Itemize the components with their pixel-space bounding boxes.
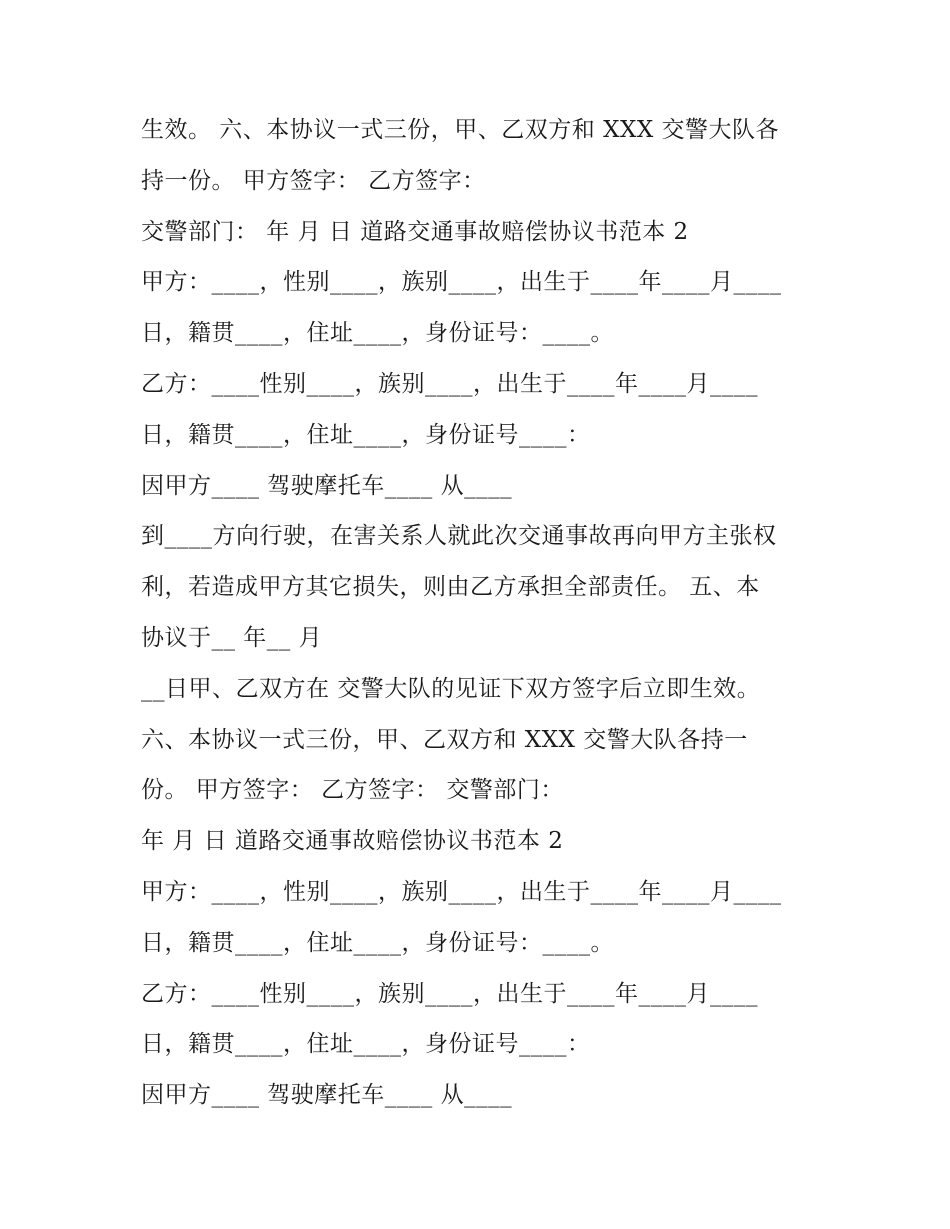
text-line: 日，籍贯____，住址____，身份证号____：	[141, 421, 591, 448]
text-line: 日，籍贯____，住址____，身份证号____：	[141, 1031, 591, 1058]
text-line: 乙方：____性别____，族别____，出生于____年____月____	[141, 980, 758, 1007]
text-line: __日甲、乙双方在 交警大队的见证下双方签字后立即生效。	[141, 675, 761, 702]
text-line: 利，若造成甲方其它损失，则由乙方承担全部责任。 五、本	[141, 574, 760, 601]
text-line: 持一份。 甲方签字： 乙方签字：	[141, 167, 486, 194]
text-line: 到____方向行驶，在害关系人就此次交通事故再向甲方主张权	[141, 523, 777, 550]
text-line: 甲方：____，性别____，族别____，出生于____年____月____	[141, 269, 782, 296]
text-line: 日，籍贯____，住址____，身份证号：____。	[141, 929, 614, 956]
text-line: 协议于__ 年__ 月	[141, 624, 323, 651]
text-line: 甲方：____，性别____，族别____，出生于____年____月____	[141, 878, 782, 905]
text-line: 生效。 六、本协议一式三份，甲、乙双方和 XXX 交警大队各	[141, 117, 780, 143]
text-line: 年 月 日 道路交通事故赔偿协议书范本 2	[141, 828, 564, 855]
text-line: 因甲方____ 驾驶摩托车____ 从____	[141, 1082, 513, 1109]
text-line: 六、本协议一式三份，甲、乙双方和 XXX 交警大队各持一	[141, 726, 748, 753]
text-line: 份。 甲方签字： 乙方签字： 交警部门：	[141, 777, 564, 804]
text-line: 日，籍贯____，住址____，身份证号：____。	[141, 320, 614, 347]
text-line: 交警部门： 年 月 日 道路交通事故赔偿协议书范本 2	[141, 218, 689, 245]
text-line: 乙方：____性别____，族别____，出生于____年____月____	[141, 370, 758, 397]
text-line: 因甲方____ 驾驶摩托车____ 从____	[141, 472, 513, 499]
document-body	[141, 108, 831, 1124]
